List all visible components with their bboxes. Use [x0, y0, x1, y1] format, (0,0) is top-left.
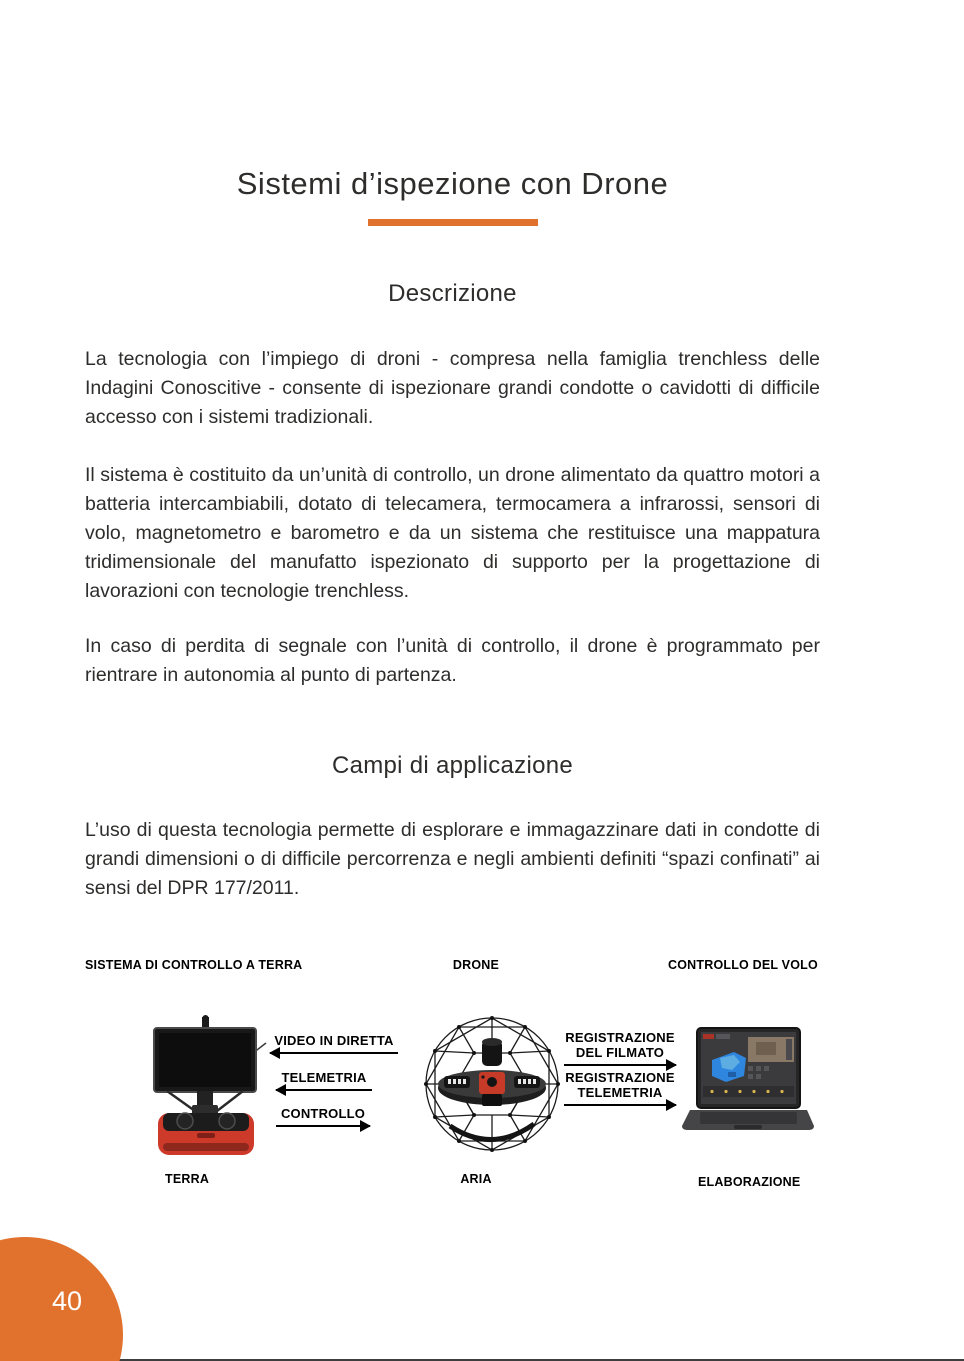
section-heading-campi-di-applicazione: Campi di applicazione [331, 752, 574, 779]
arrow-right-icon [360, 1120, 371, 1132]
diagram-label-controllo-del-volo: CONTROLLO DEL VOLO [668, 958, 818, 972]
arrow-registrazione-telemetria [564, 1070, 676, 1106]
arrow-video-in-diretta-label: VIDEO IN DIRETTA [274, 1033, 394, 1048]
arrow-left-icon [269, 1047, 280, 1059]
diagram-label-elaborazione: ELABORAZIONE [698, 1175, 801, 1189]
arrow-controllo [276, 1106, 370, 1127]
arrow-telemetria-line [276, 1089, 372, 1091]
paragraph-descrizione-3: In caso di perdita di segnale con l’unità di controllo, il drone è programmato per rientrare in autonomia al punto di partenza. [85, 635, 820, 686]
arrow-telemetria [276, 1070, 372, 1091]
paragraph-campi-1: L’uso di questa tecnologia permette di esplorare e immagazzinare dati in condotte di grandi dimensioni o di difficile percorrenza e negli ambienti definiti “spazi confinati” ai sensi del DPR 177/2011. [85, 819, 820, 899]
diagram-label-aria: ARIA [460, 1172, 492, 1186]
paragraph-descrizione-2: Il sistema è costituito da un’unità di controllo, un drone alimentato da quattro motori a batteria intercambiabili, dotato di telecamera, termocamera a infrarossi, sensori di volo, magnetometro e barometro e da un sistema che restituisce una mappatura tridimensionale del manufatto ispezionato di supporto per la progettazione di lavorazioni con tecnologie trenchless. [85, 464, 820, 602]
diagram-label-drone: DRONE [452, 958, 500, 972]
arrow-left-icon [275, 1084, 286, 1096]
ground-station-image [145, 1015, 267, 1160]
diagram-label-terra: TERRA [165, 1172, 210, 1186]
caged-drone-image [420, 1008, 565, 1164]
arrow-registrazione-telemetria-line [564, 1104, 676, 1106]
arrow-registrazione-del-filmato [564, 1030, 676, 1066]
arrow-registrazione-del-filmato-label: REGISTRAZIONE DEL FILMATO [565, 1030, 675, 1060]
page-number: 40 [52, 1286, 83, 1316]
arrow-controllo-label: CONTROLLO [280, 1106, 366, 1121]
arrow-video-in-diretta [270, 1033, 398, 1054]
arrow-telemetria-label: TELEMETRIA [281, 1070, 367, 1085]
arrow-registrazione-del-filmato-line [564, 1064, 676, 1066]
page-title: Sistemi d’ispezione con Drone [236, 166, 669, 201]
title-underline-rule [368, 219, 538, 226]
laptop-image [682, 1026, 814, 1148]
diagram-label-sistema-di-controllo-a-terra: SISTEMA DI CONTROLLO A TERRA [85, 958, 303, 972]
paragraph-descrizione-1: La tecnologia con l’impiego di droni - compresa nella famiglia trenchless delle Indagini Conoscitive - consente di ispezionare grandi condotte o cavidotti di difficile accesso con i sistemi tradizionali. [85, 348, 820, 428]
arrow-registrazione-telemetria-label: REGISTRAZIONE TELEMETRIA [565, 1070, 675, 1100]
arrow-right-icon [666, 1099, 677, 1111]
section-heading-descrizione: Descrizione [388, 280, 517, 307]
arrow-controllo-line [276, 1125, 370, 1127]
arrow-video-in-diretta-line [270, 1052, 398, 1054]
